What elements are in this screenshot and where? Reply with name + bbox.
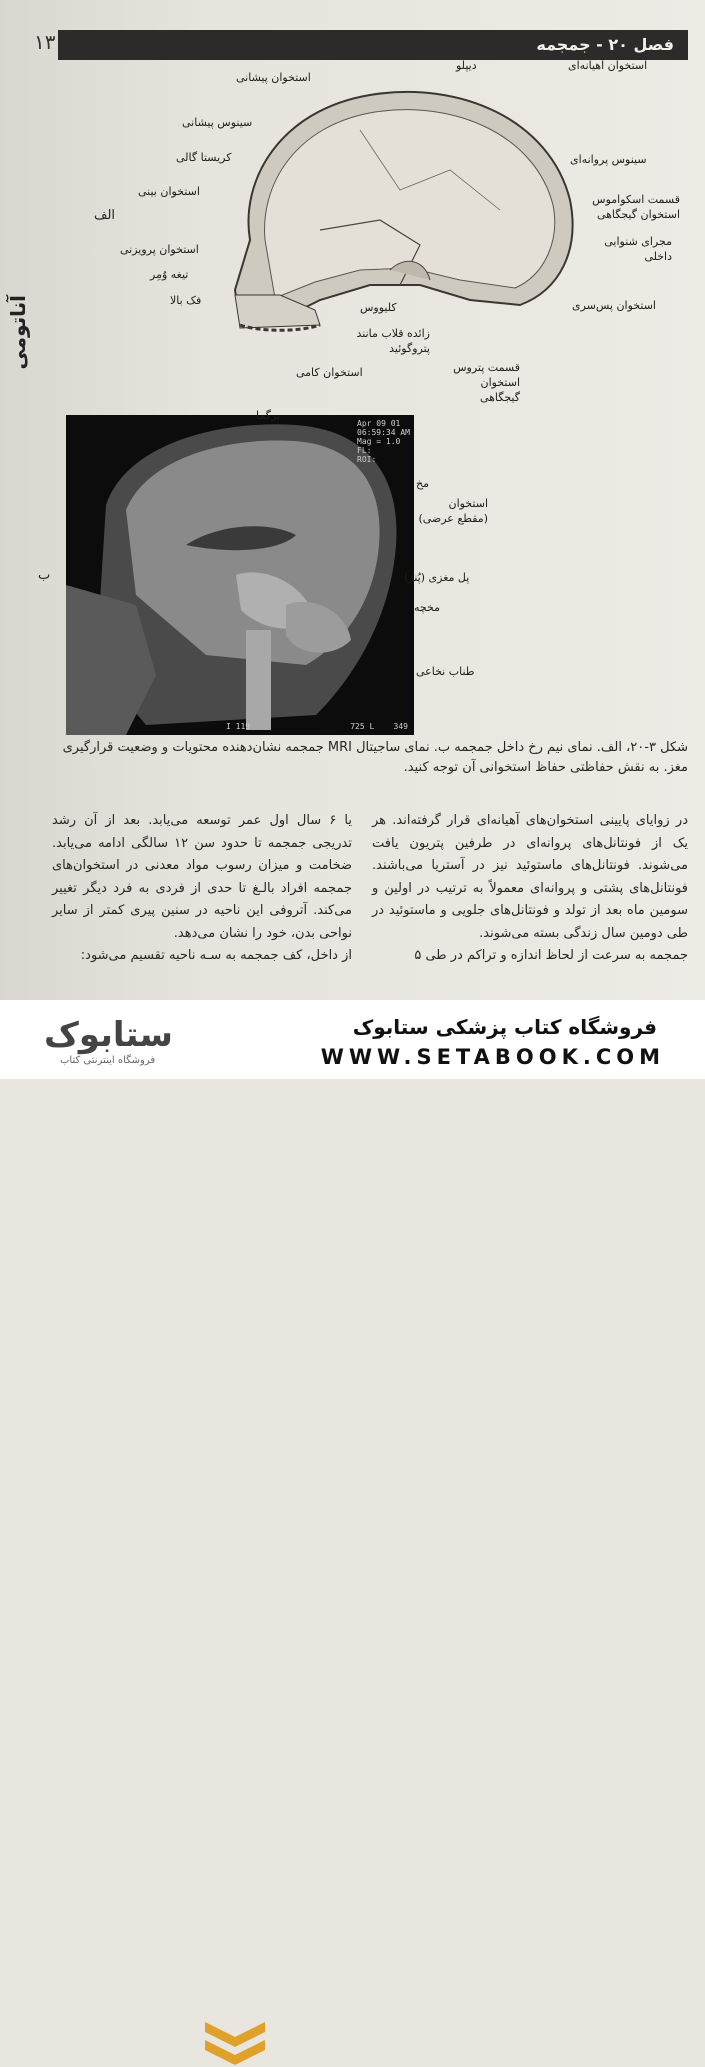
label-pterygoid-hamulus: زائده قلاب مانند پتروگوئید	[356, 327, 430, 355]
label-bone-cross-section: استخوان (مقطع عرضی)	[418, 497, 488, 525]
label-cerebrum: مخ	[416, 477, 429, 490]
label-internal-acoustic-meatus: مجرای شنوایی داخلی	[604, 235, 672, 263]
label-vomer: تیغه وُمِر	[150, 268, 189, 281]
mri-overlay-bottom-right: 725 L 349	[350, 722, 408, 731]
label-maxilla: فک بالا	[170, 294, 202, 307]
label-bregma: برگما	[256, 409, 281, 422]
label-diploe: دیپلو	[456, 59, 477, 72]
right-paragraph-2: جمجمه به سرعت از لحاظ اندازه و تراکم در طی ۵	[414, 948, 688, 963]
label-frontal-sinus: سینوس پیشانی	[182, 116, 253, 129]
logo-wordmark: ستابوک	[44, 1015, 173, 1055]
book-page	[0, 0, 705, 1000]
mri-overlay-bottom-left: I 119	[226, 722, 251, 731]
right-column	[372, 810, 688, 968]
label-petrous-temporal: قسمت پتروس استخوان گیجگاهی	[453, 361, 520, 404]
label-crista-galli: کریستا گالی	[176, 151, 232, 164]
side-section-label: آناتومی	[6, 295, 30, 370]
label-cerebellum: مخچه	[414, 601, 440, 614]
chapter-header	[58, 30, 688, 60]
label-pons: پل مغزی (پُنز)	[404, 571, 470, 584]
figure-a-letter: الف	[94, 208, 116, 223]
figure-caption: شکل ۳-۲۰، الف. نمای نیم رخ داخل جمجمه ب. نمای ساجیتال MRI جمجمه نشان‌دهنده محتویات و وضعیت قرارگیری مغز. به نقش حفاظتی حفاظ استخوانی آن توجه کنید.	[62, 740, 688, 775]
label-palatine-bone: استخوان کامی	[296, 366, 363, 379]
store-url[interactable]: WWW.SETABOOK.COM	[320, 1045, 665, 1069]
logo-tagline: فروشگاه اینترنتی کتاب	[60, 1055, 156, 1066]
mri-image	[66, 415, 414, 735]
label-sphenoid-sinus: سینوس پروانه‌ای	[570, 153, 647, 166]
store-name: فروشگاه کتاب پزشکی ستابوک	[352, 1015, 657, 1039]
chapter-title: فصل ۲۰ - جمجمه	[536, 35, 674, 54]
left-paragraph-2: از داخل، کف جمجمه به سـه ناحیه تقسیم می‌شود:	[80, 948, 352, 963]
left-paragraph-1: یا ۶ سال اول عمر توسعه می‌یابد. بعد از آن رشد تدریجی جمجمه تا حدود سن ۱۲ سالگی ادامه می‌یابد. ضخامت و میزان رسوب مواد معدنی در استخوان‌های جمجمه افراد بالـغ تا حدی از فردی به فرد دیگر تغییر می‌کند. آتروفی این ناحیه در سنین پیری کمتر از سایر نواحی بدن، خود را نشان می‌دهد.	[52, 813, 352, 941]
label-nasal-bone: استخوان بینی	[138, 185, 200, 198]
page-number: ۱۳	[34, 30, 56, 54]
label-spinal-cord: طناب نخاعی	[416, 665, 475, 678]
label-clivus: کلیووس	[360, 301, 397, 314]
label-squamous-temporal: قسمت اسکواموس استخوان گیجگاهی	[592, 193, 680, 221]
label-occipital-bone: استخوان پس‌سری	[572, 299, 656, 312]
label-ethmoid-bone: استخوان پرویزنی	[120, 243, 199, 256]
skull-illustration	[220, 70, 600, 370]
label-parietal-bone: استخوان آهیانه‌ای	[568, 59, 648, 72]
label-frontal-bone: استخوان پیشانی	[236, 71, 311, 84]
figure-b-letter: ب	[38, 568, 51, 583]
mri-overlay-info: Apr 09 01 06:59:34 AM Mag = 1.0 FL: ROI:	[357, 419, 410, 464]
book-logo-icon	[200, 2012, 270, 2067]
left-column	[52, 810, 352, 968]
right-paragraph-1: در زوایای پایینی استخوان‌های آهیانه‌ای قرار گرفته‌اند. هر یک از فونتانل‌های پروانه‌ای در طرفین پتریون یافت می‌شوند. فونتانل‌های ماستوئید نیز در آستریا می‌باشند. فونتانل‌های پشتی و پروانه‌ای معمولاً به ترتیب در اولین و سومین ماه بعد از تولد و فونتانل‌های جلویی و ماستوئید در طی دومین سال زندگی بسته می‌شوند.	[372, 813, 688, 941]
